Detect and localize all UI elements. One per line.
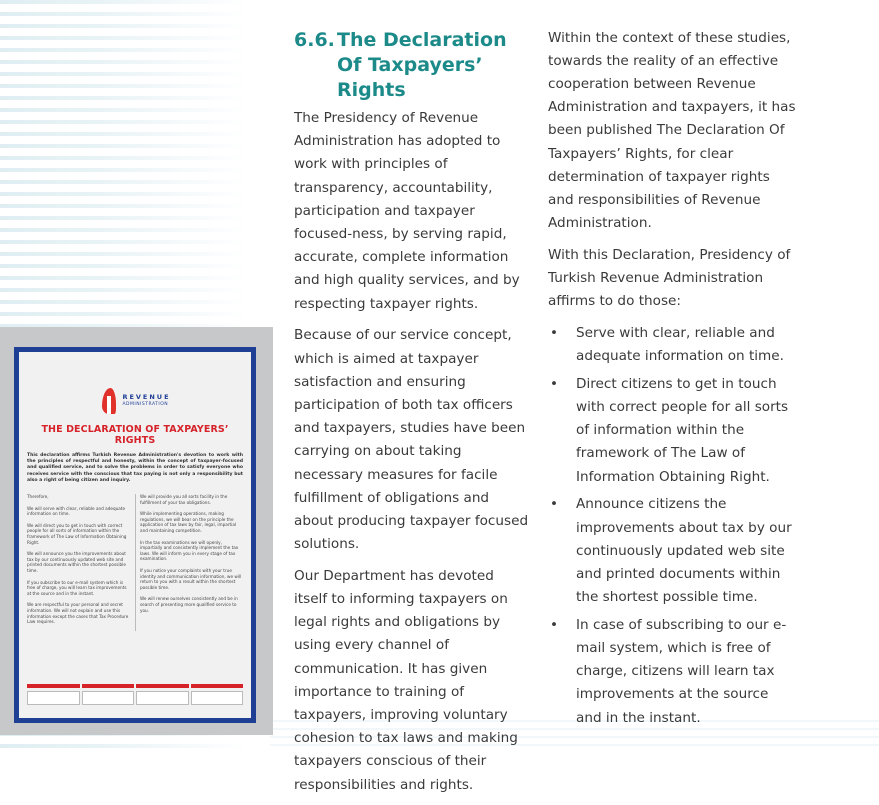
paragraph: The Presidency of Revenue Administration has adopted to work with principles of transparency, accountability, participation and taxpayer focused-ness, by serving rapid, accurate, complete information and high quality services, and by respecting taxpayer rights. [294,110,520,312]
poster-item: If you notice your complaints with your true identity and communication information, we will return to you with a result within the shortest possible time. [140,567,242,590]
paragraph: Our Department has devoted itself to informing taxpayers on legal rights and obligations by using every channel of communication. It has given importance to training of taxpayers, improving voluntary cohesion to tax laws and making taxpayers conscious of their responsibilities and rights. [294,567,518,793]
text-column-left [294,28,530,805]
affirmations-list [548,322,798,730]
poster-item: In the tax examinations we will openly, impartially and consistently implement the tax laws. We will inform you in every stage of tax examination. [140,539,239,562]
list-item: • Serve with clear, reliable and adequate information on time. [548,322,798,368]
text-column-right [548,27,798,735]
poster-item: We will announce you the improvements about tax by our continuously updated web site and printed documents within the shortest possible time. [27,551,126,573]
list-item: • Direct citizens to get in touch with correct people for all sorts of information within the framework of The Law of Information Obtaining Right. [548,373,798,489]
poster-content [19,352,251,718]
poster-right-column [135,494,243,631]
poster-item: While implementing operations, making regulations, we will bear on the principle the application of tax laws by fair, legal, impartial and maintaining competition. [140,511,237,533]
bullet-icon: • [550,496,559,513]
list-item: • Announce citizens the improvements about tax by our continuously updated web site and printed documents within the shortest possible time. [548,493,798,609]
bullet-icon: • [550,616,559,633]
poster-item: We will provide you all sorts facility in the fulfillment of your tax obligations. [140,494,228,505]
section-number: 6.6. [294,29,335,51]
bullet-icon: • [550,324,559,341]
logo-line2: ADMINISTRATION [122,402,169,407]
paragraph: Because of our service concept, which is aimed at taxpayer satisfaction and ensuring participation of both tax officers and taxpayers, studies have been carrying on about taking necessary measures for facile fulfillment of obligations and about producing taxpayer focused solutions. [294,327,529,553]
logo-line1: REVENUE [122,393,171,401]
poster-title: THE DECLARATION OF TAXPAYERS’ RIGHTS [41,424,229,446]
poster-image [0,327,273,735]
section-heading [294,28,530,103]
poster-item: We will renew ourselves consistently and be in search of presenting more qualified service to you. [140,596,238,613]
poster-footer [27,684,243,710]
poster-columns [27,494,243,631]
list-item: • In case of subscribing to our e-mail system, which is free of charge, citizens will learn tax improvements at the source and in the instant. [548,614,798,730]
section-title: The Declaration Of Taxpayers’ Rights [337,29,507,101]
poster-item: If you subscribe to our e-mail system which is free of charge, you will learn tax improvements at the source and in the instant. [27,579,127,596]
poster-item: We are respectful to your personal and secret information. We will not explain and use this information except the cases that Tax Procedure Law requires. [27,602,129,625]
poster-left-column [27,494,130,631]
poster-border [14,347,256,723]
revenue-administration-logo [27,386,243,416]
bullet-icon: • [550,375,559,392]
poster-item: We will direct you to get in touch with correct people for all sorts of information within the framework of The Law of Information Obtaining Right. [27,522,127,545]
poster-item: We will serve with clear, reliable and adequate information on time. [27,505,126,517]
poster-item: Therefore, [27,494,49,500]
paragraph: Within the context of these studies, towards the reality of an effective cooperation between Revenue Administration and taxpayers, it has been published The Declaration Of Taxpayers’ Rights, for clear determination of taxpayer rights and responsibilities of Revenue Administration. [548,29,796,232]
poster-intro: This declaration affirms Turkish Revenue Administration's devotion to work with the principles of respectful and honesty, within the concept of taxpayer-focused and qualified service, and to solve the problems in order to satisfy everyone who receives service with the conscious that tax paying is not only a responsibility but also a right of being citizen and inquiry. [27,453,243,483]
paragraph: With this Declaration, Presidency of Turkish Revenue Administration affirms to do those: [548,246,791,310]
flame-logo-icon [99,388,119,414]
